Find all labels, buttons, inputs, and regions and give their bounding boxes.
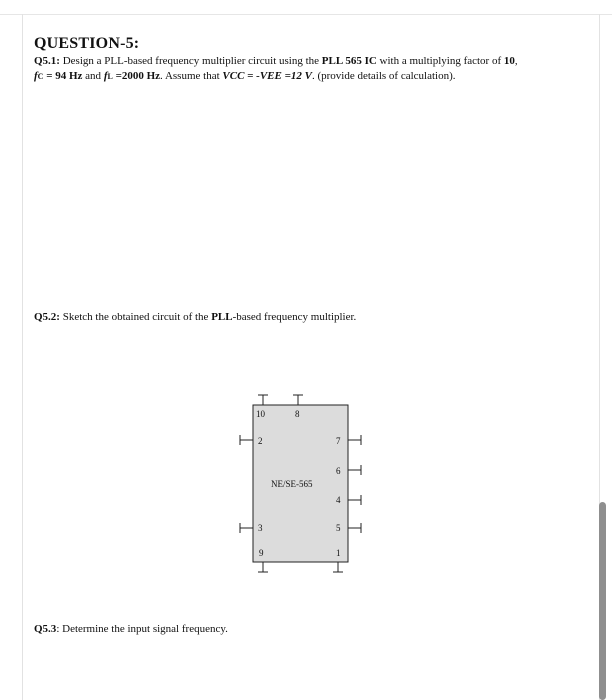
fc-symbol: f — [34, 70, 38, 82]
q51-text-c: , — [514, 55, 518, 67]
fc-value: = 94 Hz — [43, 70, 83, 82]
fl-symbol: f — [103, 70, 108, 82]
q51-text-b: with a multiplying factor of — [376, 55, 504, 67]
pin-label-1: 1 — [336, 548, 341, 558]
q51-tail: . (provide details of calculation). — [311, 70, 456, 82]
q51-assume: . Assume that — [160, 70, 223, 82]
pin-label-4: 4 — [336, 495, 341, 505]
question-heading: QUESTION-5: — [34, 35, 140, 52]
q51-label: Q5.1: — [34, 55, 60, 67]
pin-label-6: 6 — [336, 466, 341, 476]
fc-subscript: C — [37, 72, 44, 81]
supply-voltage: VCC = -VEE =12 V — [222, 70, 312, 82]
pin-label-2: 2 — [258, 436, 263, 446]
pin-label-8: 8 — [295, 409, 300, 419]
q53-label: Q5.3 — [34, 623, 57, 635]
vertical-scrollbar[interactable] — [599, 502, 606, 700]
fl-value: =2000 Hz — [112, 70, 161, 82]
pin-label-3: 3 — [258, 523, 263, 533]
ic-name-label: NE/SE-565 — [271, 479, 313, 489]
q53-text — [34, 623, 228, 635]
pin-label-10: 10 — [256, 409, 265, 419]
q51-ic-name: PLL 565 IC — [321, 55, 377, 67]
q52-pll: PLL — [211, 311, 233, 323]
fl-subscript: L — [107, 72, 113, 81]
q51-text-a: Design a PLL-based frequency multiplier circuit using the — [59, 55, 322, 67]
q52-text-b: -based frequency multiplier. — [232, 311, 357, 323]
pin-label-7: 7 — [336, 436, 341, 446]
q51-factor: 10 — [503, 55, 515, 67]
q52-text-a: Sketch the obtained circuit of the — [59, 311, 212, 323]
pin-label-9: 9 — [259, 548, 264, 558]
q51-and: and — [82, 70, 104, 82]
q53-body: : Determine the input signal frequency. — [56, 623, 228, 635]
q52-label: Q5.2: — [34, 311, 60, 323]
pin-label-5: 5 — [336, 523, 341, 533]
